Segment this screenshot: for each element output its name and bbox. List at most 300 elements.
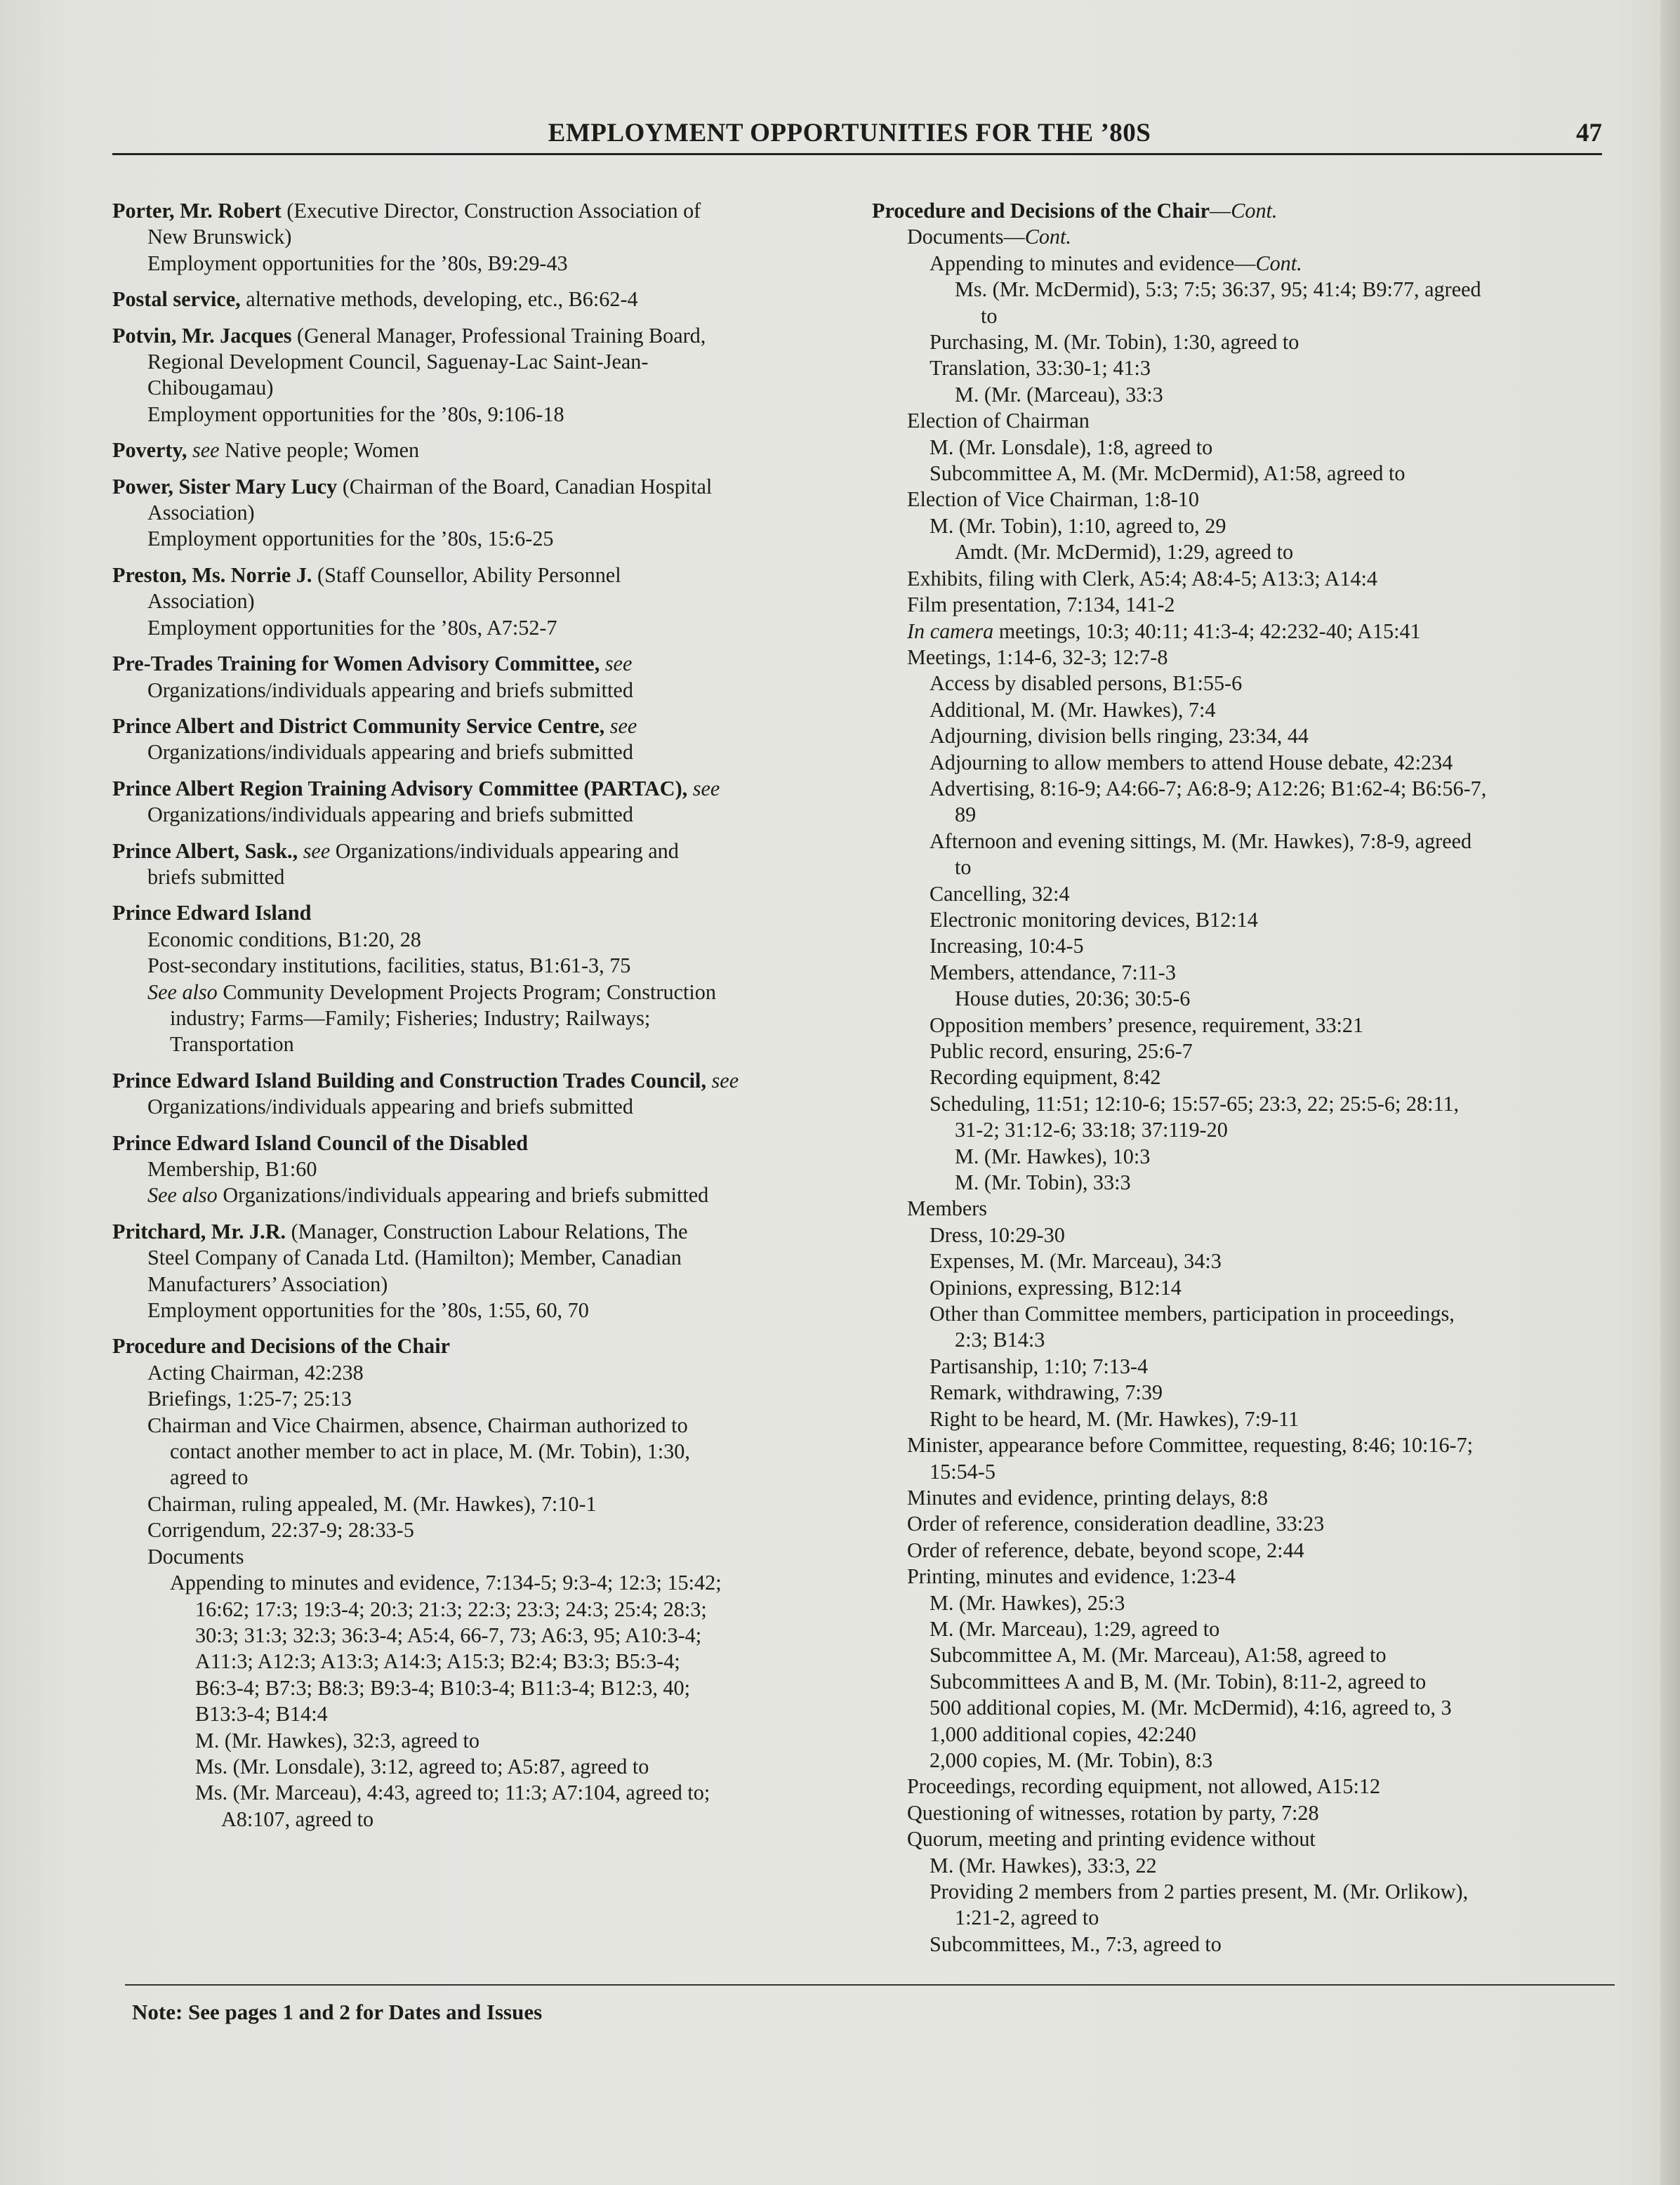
entry-heading-line [112,900,835,926]
entry-text: see [303,838,331,863]
entry-text: Expenses, M. (Mr. Marceau), 34:3 [930,1249,1222,1274]
entry-text: Partisanship, 1:10; 7:13-4 [930,1354,1149,1378]
entry-text: Ms. (Mr. Lonsdale), 3:12, agreed to; A5:87, agreed to [195,1754,649,1778]
entry-text: 31-2; 31:12-6; 33:18; 37:119-20 [955,1118,1228,1142]
entry-text: Minister, appearance before Committee, requesting, 8:46; 10:16-7; [907,1433,1474,1458]
entry-text: 1,000 additional copies, 42:240 [930,1722,1196,1746]
entry-text: Prince Albert, Sask., [112,838,298,863]
entry-subline [872,645,1609,671]
entry-subline [872,1117,1609,1143]
entry-text: Pritchard, Mr. J.R. [112,1219,286,1243]
entry-subline [872,435,1609,461]
entry-text: meetings, 10:3; 40:11; 41:3-4; 42:232-40; A15:41 [993,619,1421,643]
entry-text: Acting Chairman, 42:238 [147,1360,364,1385]
page-header [112,118,1602,159]
entry-text: Film presentation, 7:134, 141-2 [907,593,1175,617]
entry-text: Preston, Ms. Norrie J. [112,562,312,587]
entry-text: Subcommittees, M., 7:3, agreed to [930,1932,1222,1956]
index-entry [112,838,835,891]
entry-text: Exhibits, filing with Clerk, A5:4; A8:4-5; A13:3; A14:4 [907,566,1378,590]
entry-subline [872,592,1609,618]
entry-subline [112,1754,835,1780]
entry-subline [872,1511,1609,1537]
entry-text: Translation, 33:30-1; 41:3 [930,356,1151,381]
entry-text: Recording equipment, 8:42 [930,1065,1161,1090]
entry-subline [112,1360,835,1386]
entry-text: Prince Albert and District Community Service Centre, [112,713,605,738]
entry-text: B13:3-4; B14:4 [195,1702,328,1727]
entry-text: Community Development Projects Program; Construction [217,979,716,1004]
entry-subline [112,588,835,614]
entry-text: Procedure and Decisions of the Chair [112,1334,451,1359]
entry-heading-line [112,1219,835,1245]
entry-text: M. (Mr. Hawkes), 32:3, agreed to [195,1728,479,1752]
entry-text: alternative methods, developing, etc., B6:62-4 [240,287,638,312]
entry-text: Organizations/individuals appearing and briefs submitted [147,740,633,765]
entry-text: Amdt. (Mr. McDermid), 1:29, agreed to [955,540,1294,565]
entry-text: House duties, 20:36; 30:5-6 [955,986,1191,1011]
entry-text: Prince Edward Island Building and Construction Trades Council, [112,1068,706,1092]
entry-text: Organizations/individuals appearing and briefs submitted [147,1095,633,1119]
entry-text: Questioning of witnesses, rotation by party, 7:28 [907,1800,1319,1825]
entry-text: Election of Vice Chairman, 1:8-10 [907,487,1199,512]
entry-text: Regional Development Council, Saguenay-Lac Saint-Jean- [147,350,649,374]
index-entry [112,651,835,704]
entry-text: 15:54-5 [930,1459,996,1484]
entry-subline [872,829,1609,854]
entry-subline [872,1642,1609,1668]
entry-text: Opposition members’ presence, requirement, 33:21 [930,1012,1364,1037]
entry-text: (General Manager, Professional Training Board, [291,323,706,348]
entry-text [687,777,693,800]
entry-text: 1:21-2, agreed to [955,1906,1099,1930]
entry-subline [872,1301,1609,1327]
entry-text: Printing, minutes and evidence, 1:23-4 [907,1564,1236,1589]
footer-note: Note: See pages 1 and 2 for Dates and Issues [132,2000,543,2024]
entry-text: Economic conditions, B1:20, 28 [147,927,421,951]
entry-text: Increasing, 10:4-5 [930,934,1084,958]
entry-text [600,652,605,675]
entry-text: Organizations/individuals appearing and [330,838,679,863]
entry-subline [872,1091,1609,1117]
entry-text: B6:3-4; B7:3; B8:3; B9:3-4; B10:3-4; B11:3-4; B12:3, 40; [195,1675,690,1700]
entry-subline [872,960,1609,986]
page-number: 47 [1576,119,1602,147]
index-entry [112,562,835,641]
entry-subline [872,697,1609,723]
entry-text: Ms. (Mr. Marceau), 4:43, agreed to; 11:3; A7:104, agreed to; [195,1781,710,1805]
entry-text: Remark, withdrawing, 7:39 [930,1380,1163,1405]
entry-text: 2:3; B14:3 [955,1328,1045,1352]
entry-heading-line [112,838,835,864]
entry-heading-line [112,1130,835,1156]
entry-subline [872,1669,1609,1695]
entry-subline [112,1298,835,1323]
entry-text: (Staff Counsellor, Ability Personnel [312,562,621,587]
entry-text: Postal service, [112,287,241,312]
entry-subline [872,986,1609,1012]
entry-subline [112,1156,835,1182]
index-entry [112,323,835,428]
entry-text: Employment opportunities for the ’80s, 1:55, 60, 70 [147,1298,589,1323]
index-entry [112,437,835,463]
entry-subline [872,1879,1609,1905]
entry-heading-line [112,562,835,588]
entry-subline [872,1064,1609,1090]
entry-text: M. (Mr. Hawkes), 25:3 [930,1590,1125,1615]
entry-text: Order of reference, consideration deadline, 33:23 [907,1512,1325,1536]
entry-text: Transportation [170,1032,294,1057]
entry-text [298,839,303,863]
entry-text: New Brunswick) [147,225,292,249]
entry-text: M. (Mr. Hawkes), 10:3 [955,1144,1151,1168]
entry-subline [872,1038,1609,1064]
entry-text: Porter, Mr. Robert [112,199,282,223]
entry-text: Right to be heard, M. (Mr. Hawkes), 7:9-11 [930,1406,1299,1431]
right-index-column [872,198,1609,1958]
entry-text: M. (Mr. Marceau), 1:29, agreed to [930,1616,1220,1641]
entry-text: M. (Mr. Tobin), 1:10, agreed to, 29 [930,513,1226,538]
entry-subline [872,277,1609,303]
entry-subline [872,881,1609,907]
entry-text: Subcommittee A, M. (Mr. Marceau), A1:58, agreed to [930,1643,1387,1668]
entry-subline [872,933,1609,959]
entry-text: Chibougamau) [147,376,274,400]
entry-text: 2,000 copies, M. (Mr. Tobin), 8:3 [930,1748,1213,1772]
entry-text: Chairman and Vice Chairmen, absence, Chairman authorized to [147,1413,688,1437]
entry-text [604,714,610,738]
entry-text: Purchasing, M. (Mr. Tobin), 1:30, agreed to [930,330,1299,355]
entry-subline [112,1517,835,1543]
entry-subline [112,251,835,277]
index-entry [112,286,835,312]
entry-subline [872,566,1609,592]
entry-text: Providing 2 members from 2 parties present, M. (Mr. Orlikow), [930,1880,1469,1903]
entry-text: (Manager, Construction Labour Relations, The [286,1219,688,1243]
entry-subline [112,1728,835,1754]
entry-text: A8:107, agreed to [221,1807,374,1831]
entry-subline [872,461,1609,487]
entry-subline [112,375,835,401]
entry-subline [112,1094,835,1120]
entry-subline [872,251,1609,277]
entry-text: Chairman, ruling appealed, M. (Mr. Hawkes), 7:10-1 [147,1491,597,1516]
entry-heading-line [872,198,1609,224]
entry-subline [112,864,835,890]
entry-text: Subcommittee A, M. (Mr. McDermid), A1:58, agreed to [930,461,1405,486]
entry-subline [872,619,1609,645]
entry-text: Proceedings, recording equipment, not allowed, A15:12 [907,1774,1381,1799]
index-entry [112,1333,835,1833]
entry-text: Association) [147,589,255,614]
entry-heading-line [112,437,835,463]
entry-subline [112,1005,835,1031]
entry-text: Access by disabled persons, B1:55-6 [930,671,1243,696]
entry-subline [872,329,1609,355]
entry-subline [112,1807,835,1833]
entry-subline [112,402,835,428]
entry-text: see [609,713,637,738]
entry-text: Ms. (Mr. McDermid), 5:3; 7:5; 36:37, 95; 41:4; B9:77, agreed [955,277,1481,302]
entry-text: see [692,776,720,800]
entry-subline [872,513,1609,539]
entry-text: see [604,652,633,676]
entry-text [706,1069,712,1092]
entry-subline [112,1465,835,1491]
entry-text: Subcommittees A and B, M. (Mr. Tobin), 8:11-2, agreed to [930,1669,1427,1694]
entry-text: Cont. [1255,251,1302,275]
entry-subline [112,802,835,828]
entry-subline [872,750,1609,776]
entry-subline [112,979,835,1005]
entry-subline [112,349,835,375]
entry-text: Poverty, [112,438,187,463]
entry-subline [872,1748,1609,1774]
entry-heading-line [112,1333,835,1359]
entry-text: Potvin, Mr. Jacques [112,323,292,348]
index-entry [112,474,835,553]
entry-text: Adjourning to allow members to attend House debate, 42:234 [930,750,1453,774]
entry-heading-line [112,1068,835,1094]
entry-text: Order of reference, debate, beyond scope, 2:44 [907,1538,1304,1562]
entry-subline [872,1275,1609,1301]
index-entry [112,713,835,766]
entry-text: Association) [147,501,255,525]
entry-heading-line [112,198,835,224]
index-entry [112,198,835,277]
entry-subline [872,1170,1609,1196]
entry-text: Corrigendum, 22:37-9; 28:33-5 [147,1518,414,1543]
entry-subline [872,1538,1609,1564]
header-rule [112,153,1602,155]
entry-subline [112,1491,835,1517]
entry-subline [872,1459,1609,1485]
entry-text: Minutes and evidence, printing delays, 8:8 [907,1485,1268,1510]
running-title: EMPLOYMENT OPPORTUNITIES FOR THE ’80S [548,119,1151,147]
entry-text: M. (Mr. Hawkes), 33:3, 22 [930,1853,1157,1877]
entry-subline [112,1597,835,1623]
index-entry [872,198,1609,1958]
entry-text: Election of Chairman [907,409,1090,433]
entry-text: Employment opportunities for the ’80s, B9:29-43 [147,251,568,275]
entry-heading-line [112,776,835,802]
entry-text: Power, Sister Mary Lucy [112,474,338,499]
entry-subline [872,1327,1609,1353]
entry-text: (Chairman of the Board, Canadian Hospital [337,474,713,499]
entry-text: Cancelling, 32:4 [930,881,1070,906]
entry-subline [872,487,1609,513]
entry-subline [872,408,1609,434]
entry-subline [872,1144,1609,1170]
entry-text: Employment opportunities for the ’80s, A7:52-7 [147,615,557,640]
entry-text: In camera [907,619,994,643]
entry-subline [872,1222,1609,1248]
entry-text: Employment opportunities for the ’80s, 9:106-18 [147,402,564,426]
entry-text: Public record, ensuring, 25:6-7 [930,1039,1193,1063]
entry-subline [112,1031,835,1057]
entry-subline [112,678,835,704]
entry-subline [872,1590,1609,1616]
entry-text: Adjourning, division bells ringing, 23:34, 44 [930,724,1309,748]
entry-subline [112,1675,835,1701]
entry-text: Prince Edward Island Council of the Disabled [112,1130,529,1155]
entry-text: — [1210,199,1231,223]
entry-subline [872,382,1609,408]
entry-subline [112,1182,835,1208]
entry-subline [112,615,835,641]
entry-text: Appending to minutes and evidence, 7:134-5; 9:3-4; 12:3; 15:42; [170,1571,722,1595]
entry-text: Prince Albert Region Training Advisory Committee (PARTAC), [112,776,688,800]
entry-text: Organizations/individuals appearing and briefs submitted [147,803,633,827]
entry-subline [872,1774,1609,1800]
entry-text: Opinions, expressing, B12:14 [930,1275,1182,1300]
entry-subline [872,1905,1609,1931]
entry-text: Post-secondary institutions, facilities, status, B1:61-3, 75 [147,953,631,978]
footer-rule [125,1984,1615,1986]
entry-subline [112,739,835,765]
entry-subline [872,1932,1609,1958]
entry-text: Organizations/individuals appearing and briefs submitted [147,678,633,702]
index-entry [112,900,835,1057]
entry-text: Electronic monitoring devices, B12:14 [930,907,1258,932]
entry-subline [872,1722,1609,1748]
entry-text: Dress, 10:29-30 [930,1222,1065,1247]
entry-text: to [981,303,998,328]
entry-text: Steel Company of Canada Ltd. (Hamilton); Member, Canadian [147,1246,682,1270]
entry-text: Scheduling, 11:51; 12:10-6; 15:57-65; 23:3, 22; 25:5-6; 28:11, [930,1091,1460,1116]
entry-text: Organizations/individuals appearing and briefs submitted [217,1183,709,1208]
entry-subline [112,500,835,526]
entry-text: Additional, M. (Mr. Hawkes), 7:4 [930,697,1216,722]
entry-text: Members, attendance, 7:11-3 [930,960,1176,984]
entry-heading-line [112,713,835,739]
entry-subline [872,224,1609,250]
entry-subline [872,1616,1609,1642]
entry-text: Quorum, meeting and printing evidence without [907,1827,1316,1851]
entry-subline [872,776,1609,802]
entry-subline [112,1780,835,1806]
entry-text: Pre-Trades Training for Women Advisory Committee, [112,652,600,676]
entry-subline [872,1196,1609,1222]
entry-text: 30:3; 31:3; 32:3; 36:3-4; A5:4, 66-7, 73; A6:3, 95; A10:3-4; [195,1623,702,1647]
entry-subline [112,953,835,979]
entry-text: see [192,438,220,463]
entry-subline [872,1853,1609,1879]
entry-text: Manufacturers’ Association) [147,1272,388,1296]
entry-subline [872,723,1609,749]
entry-text: Procedure and Decisions of the Chair [872,199,1210,223]
entry-subline [112,1413,835,1439]
entry-text: Advertising, 8:16-9; A4:66-7; A6:8-9; A12:26; B1:62-4; B6:56-7, [930,776,1487,800]
entry-text: (Executive Director, Construction Association of [281,199,701,223]
entry-subline [872,1248,1609,1274]
entry-subline [112,1272,835,1298]
entry-subline [112,1245,835,1271]
entry-text: contact another member to act in place, M. (Mr. Tobin), 1:30, [170,1439,690,1464]
entry-text: Native people; Women [219,438,420,463]
entry-text: briefs submitted [147,864,285,889]
page-binding-edge [1660,0,1680,2185]
entry-text: Prince Edward Island [112,901,312,925]
entry-subline [872,1564,1609,1590]
index-entry [112,1130,835,1209]
entry-text: to [955,855,972,880]
entry-text: See also [147,1183,218,1208]
entry-text: See also [147,979,218,1004]
left-index-column [112,198,835,1842]
entry-heading-line [112,323,835,349]
entry-subline [112,1386,835,1412]
entry-subline [112,1623,835,1649]
entry-subline [112,526,835,552]
entry-subline [872,1800,1609,1826]
entry-text: Meetings, 1:14-6, 32-3; 12:7-8 [907,645,1168,669]
entry-text: Documents— [907,225,1025,249]
entry-subline [872,1826,1609,1852]
entry-text: see [711,1068,739,1092]
entry-text: Other than Committee members, participation in proceedings, [930,1302,1455,1326]
entry-text: Employment opportunities for the ’80s, 15:6-25 [147,527,554,551]
entry-subline [112,224,835,250]
entry-subline [112,1439,835,1465]
entry-text: industry; Farms—Family; Fisheries; Industry; Railways; [170,1005,651,1030]
entry-subline [872,854,1609,880]
entry-heading-line [112,474,835,500]
entry-subline [872,802,1609,828]
entry-text: agreed to [170,1465,249,1490]
index-entry [112,776,835,829]
entry-text: Cont. [1024,225,1071,249]
entry-text: 500 additional copies, M. (Mr. McDermid), 4:16, agreed to, 3 [930,1696,1452,1720]
entry-text [187,438,192,462]
entry-text: Documents [147,1544,244,1569]
entry-subline [112,1570,835,1596]
entry-text: 16:62; 17:3; 19:3-4; 20:3; 21:3; 22:3; 23:3; 24:3; 25:4; 28:3; [195,1597,707,1621]
entry-heading-line [112,651,835,677]
entry-text: A11:3; A12:3; A13:3; A14:3; A15:3; B2:4; B3:3; B5:3-4; [195,1649,680,1674]
index-entry [112,1219,835,1324]
entry-subline [872,539,1609,565]
entry-subline [112,927,835,953]
entry-text: 89 [955,803,977,827]
entry-subline [872,355,1609,381]
entry-subline [872,1354,1609,1380]
entry-subline [872,907,1609,933]
entry-subline [112,1544,835,1570]
entry-subline [112,1701,835,1727]
entry-text: Afternoon and evening sittings, M. (Mr. Hawkes), 7:8-9, agreed [930,829,1472,853]
entry-subline [112,1649,835,1675]
entry-subline [872,1432,1609,1458]
entry-subline [872,1380,1609,1406]
entry-text: Appending to minutes and evidence— [930,251,1256,275]
entry-subline [872,1012,1609,1038]
entry-subline [872,1485,1609,1511]
entry-text: M. (Mr. (Marceau), 33:3 [955,382,1163,407]
entry-text: Membership, B1:60 [147,1157,317,1181]
entry-subline [872,303,1609,329]
entry-heading-line [112,286,835,312]
entry-text: M. (Mr. Lonsdale), 1:8, agreed to [930,435,1213,459]
entry-text: M. (Mr. Tobin), 33:3 [955,1170,1131,1195]
entry-text: Briefings, 1:25-7; 25:13 [147,1387,352,1411]
entry-text: Cont. [1231,199,1278,223]
entry-text: Members [907,1196,988,1221]
entry-subline [872,671,1609,697]
index-entry [112,1068,835,1121]
entry-subline [872,1695,1609,1721]
entry-subline [872,1406,1609,1432]
